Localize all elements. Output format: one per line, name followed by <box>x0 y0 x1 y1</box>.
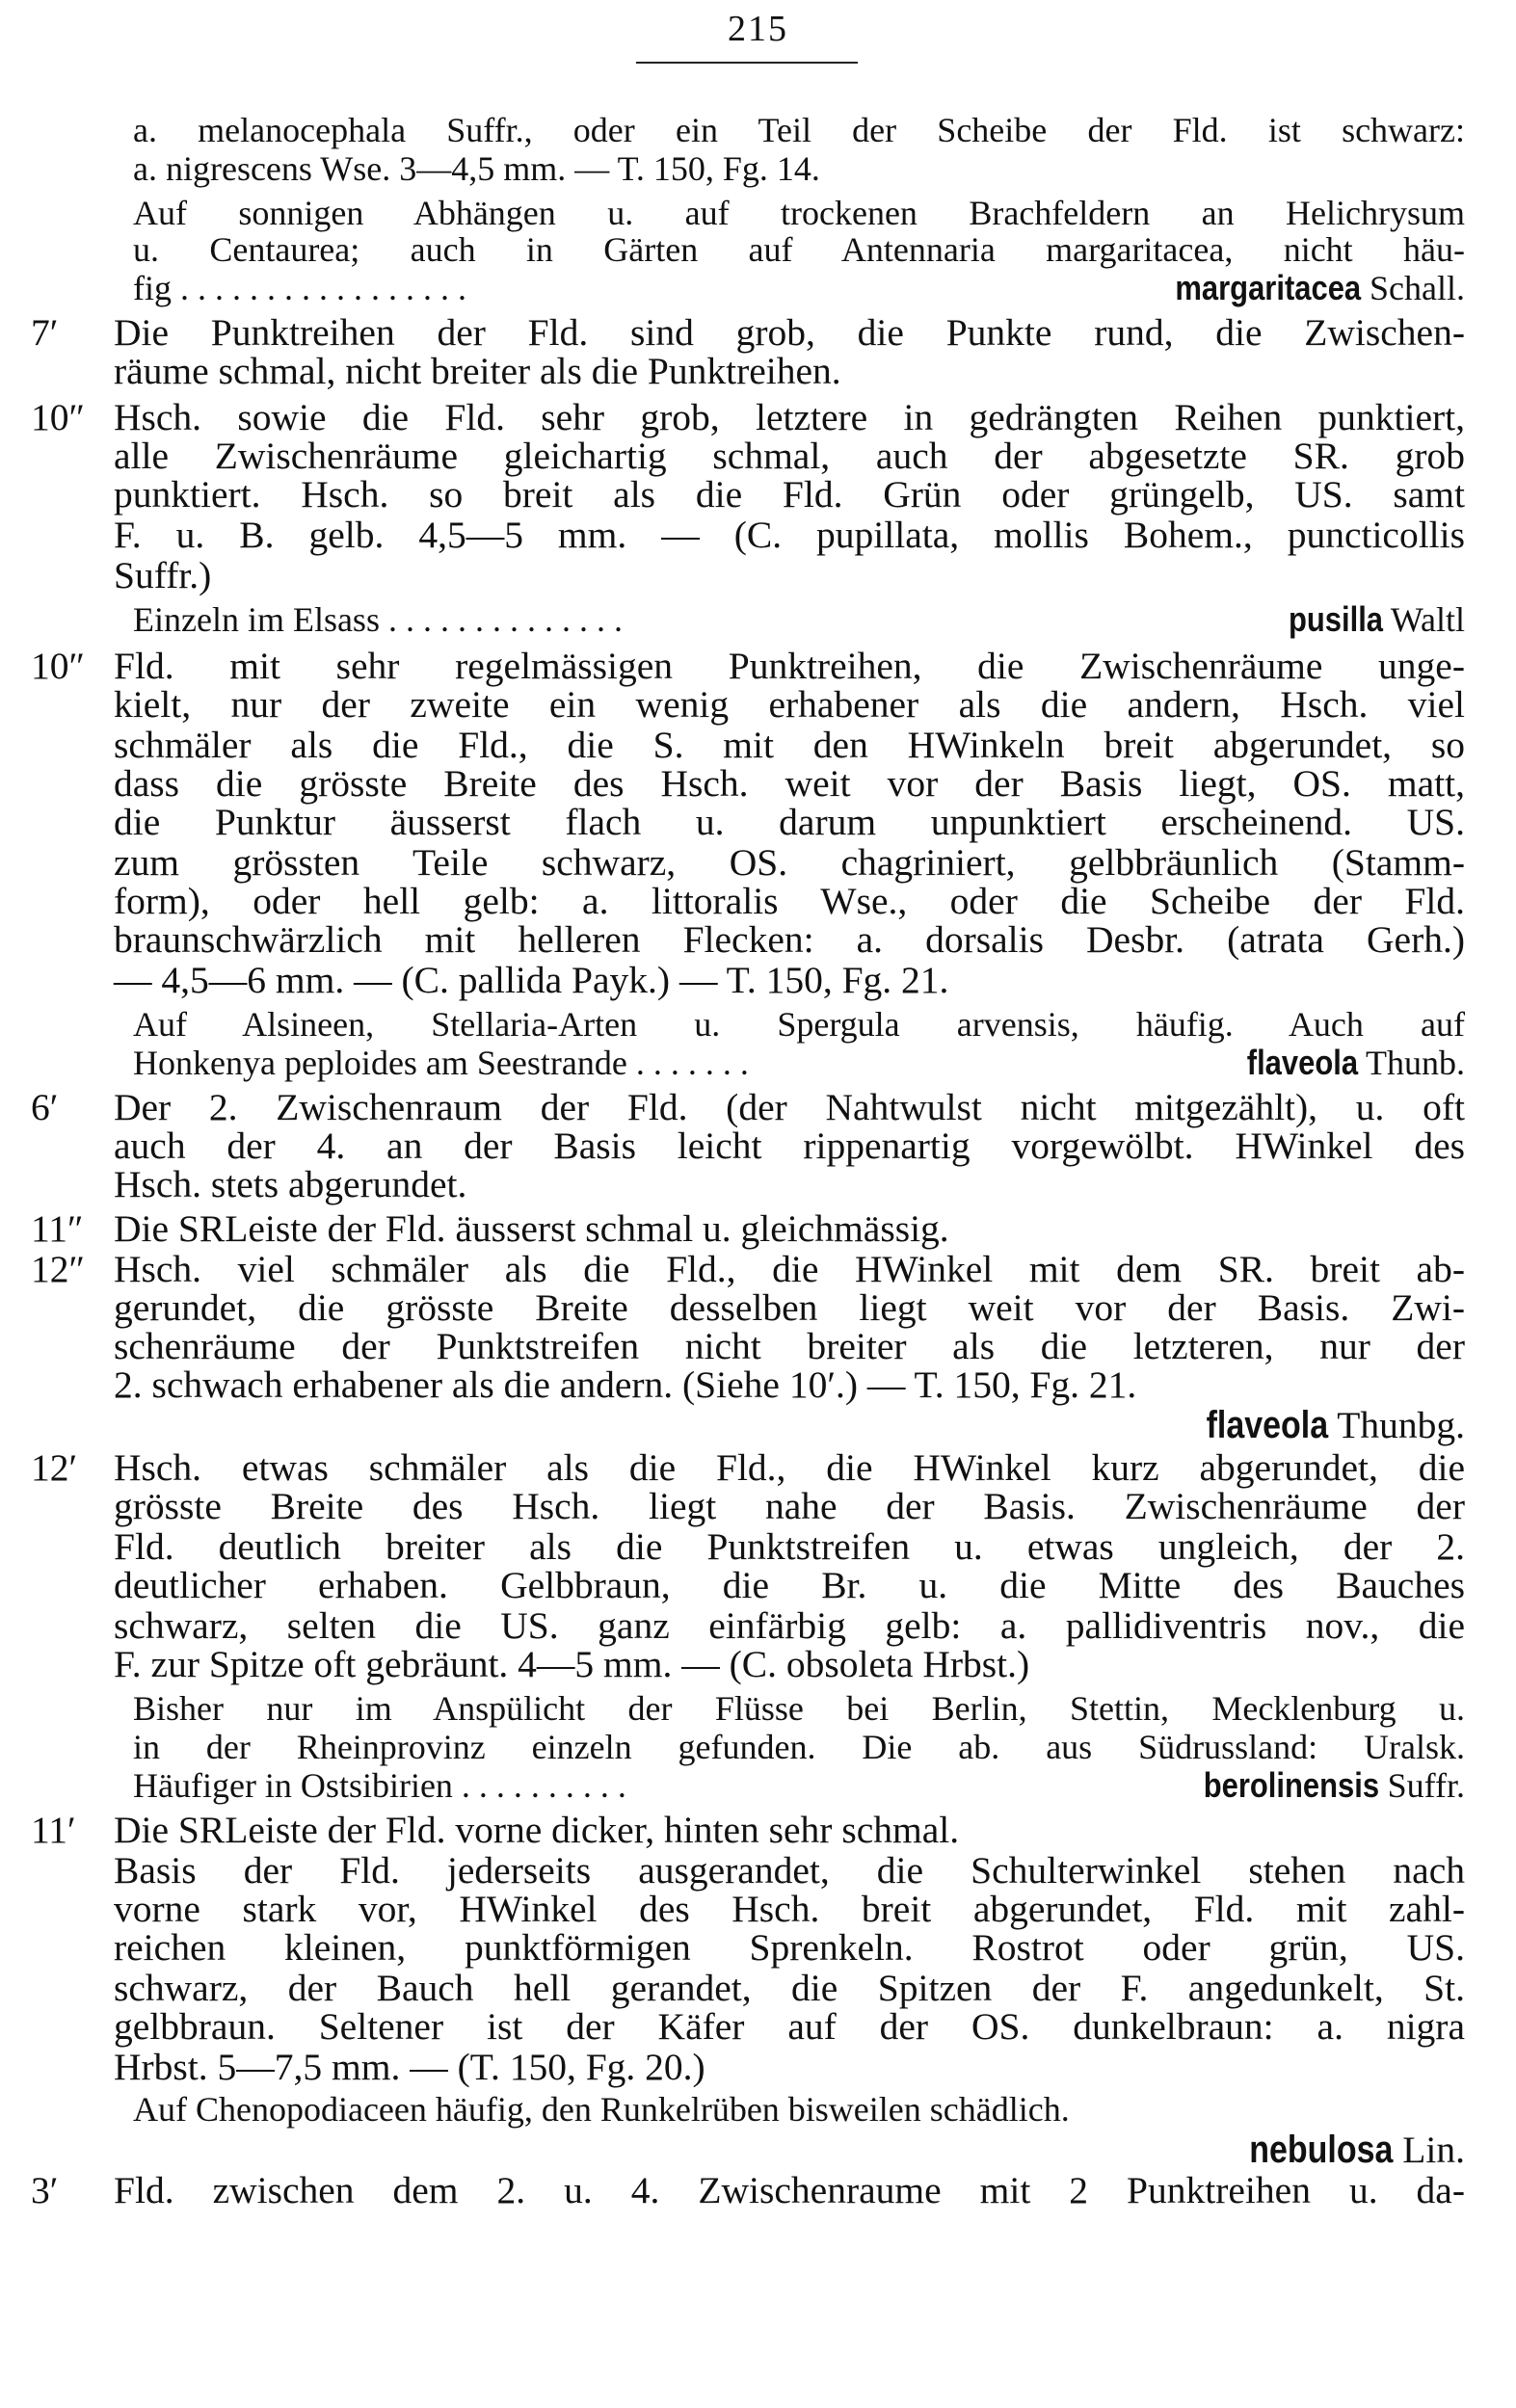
couplet-number: 3′ <box>31 2169 59 2211</box>
text-line <box>133 1041 1465 1085</box>
couplet-number: 12′ <box>31 1446 78 1489</box>
couplet-number: 7′ <box>31 311 59 354</box>
couplet-number: 10″ <box>31 645 85 687</box>
species-name: berolinensis <box>1203 1765 1379 1805</box>
text-line: Die Punktreihen der Fld. sind grob, die Punkte rund, die Zwischen- <box>114 311 1465 354</box>
couplet-number: 11″ <box>31 1207 84 1250</box>
text-line: Die SRLeiste der Fld. vorne dicker, hinten sehr schmal. <box>114 1809 960 1851</box>
text-line: grösste Breite des Hsch. liegt nahe der Basis. Zwischenräume der <box>114 1485 1465 1527</box>
text-line: kielt, nur der zweite ein wenig erhabener als die andern, Hsch. viel <box>114 683 1465 726</box>
text-line: Hsch. etwas schmäler als die Fld., die HWinkel kurz abgerundet, die <box>114 1446 1465 1489</box>
text-line: gelbbraun. Seltener ist der Käfer auf der OS. dunkelbraun: a. nigra <box>114 2005 1465 2048</box>
leader-text: fig . . . . . . . . . . . . . . . . . <box>133 269 466 307</box>
text-line: F. u. B. gelb. 4,5—5 mm. — (C. pupillata, mollis Bohem., puncticollis <box>114 514 1465 556</box>
species-entry <box>1175 1763 1465 1808</box>
text-line: Hrbst. 5—7,5 mm. — (T. 150, Fg. 20.) <box>114 2046 705 2088</box>
text-line: zum grössten Teile schwarz, OS. chagriniert, gelbbräunlich (Stamm- <box>114 841 1465 884</box>
text-line: Auf Chenopodiaceen häufig, den Runkelrüben bisweilen schädlich. <box>133 2090 1070 2129</box>
text-line: Fld. mit sehr regelmässigen Punktreihen, die Zwischenräume unge- <box>114 645 1465 687</box>
leader-text: Häufiger in Ostsibirien . . . . . . . . . . <box>133 1766 626 1805</box>
text-line: deutlicher erhaben. Gelbbraun, die Br. u. die Mitte des Bauches <box>114 1564 1465 1606</box>
text-line: Auf sonnigen Abhängen u. auf trockenen Brachfeldern an Helichrysum <box>133 194 1465 232</box>
species-name: margaritacea <box>1175 268 1362 307</box>
species-entry <box>114 1403 1465 1447</box>
couplet-number: 6′ <box>31 1086 59 1128</box>
text-line: Hsch. viel schmäler als die Fld., die HWinkel mit dem SR. breit ab- <box>114 1248 1465 1290</box>
header-rule <box>636 62 858 64</box>
couplet-number: 11′ <box>31 1809 76 1851</box>
species-author: Thunbg. <box>1337 1404 1465 1446</box>
text-line: a. nigrescens Wse. 3—4,5 mm. — T. 150, Fg. 14. <box>133 149 820 188</box>
text-line: reichen kleinen, punktförmigen Sprenkeln. Rostrot oder grün, US. <box>114 1926 1465 1969</box>
text-line: die Punktur äusserst flach u. darum unpunktiert erscheinend. US. <box>114 801 1465 843</box>
text-line: Fld. deutlich breiter als die Punktstreifen u. etwas ungleich, der 2. <box>114 1525 1465 1568</box>
text-line: Der 2. Zwischenraum der Fld. (der Nahtwulst nicht mitgezählt), u. oft <box>114 1086 1465 1128</box>
text-line: punktiert. Hsch. so breit als die Fld. Grün oder grüngelb, US. samt <box>114 473 1465 516</box>
page-number: 215 <box>728 9 788 49</box>
couplet-number: 10″ <box>31 396 85 438</box>
text-line: Die SRLeiste der Fld. äusserst schmal u. gleichmässig. <box>114 1207 949 1250</box>
text-line <box>133 1763 1465 1808</box>
text-line: Bisher nur im Anspülicht der Flüsse bei Berlin, Stettin, Mecklenburg u. <box>133 1689 1465 1728</box>
text-line: Hsch. stets abgerundet. <box>114 1163 467 1205</box>
leader-text: Honkenya peploides am Seestrande . . . . . . . <box>133 1044 749 1082</box>
text-line: räume schmal, nicht breiter als die Punktreihen. <box>114 350 841 392</box>
text-line: auch der 4. an der Basis leicht rippenartig vorgewölbt. HWinkel des <box>114 1125 1465 1167</box>
text-line: — 4,5—6 mm. — (C. pallida Payk.) — T. 150, Fg. 21. <box>114 959 949 1001</box>
text-line <box>133 597 1465 642</box>
text-line: schwarz, selten die US. ganz einfärbig gelb: a. pallidiventris nov., die <box>114 1604 1465 1647</box>
couplet-number: 12″ <box>31 1248 85 1290</box>
species-author: Waltl <box>1390 600 1465 639</box>
species-name: flaveola <box>1206 1404 1329 1446</box>
text-line: u. Centaurea; auch in Gärten auf Antennaria margaritacea, nicht häu- <box>133 230 1465 269</box>
text-line: Fld. zwischen dem 2. u. 4. Zwischenraume mit 2 Punktreihen u. da- <box>114 2169 1465 2211</box>
text-line: braunschwärzlich mit helleren Flecken: a. dorsalis Desbr. (atrata Gerh.) <box>114 918 1465 961</box>
text-line: form), oder hell gelb: a. littoralis Wse., oder die Scheibe der Fld. <box>114 880 1465 922</box>
text-line: in der Rheinprovinz einzeln gefunden. Die ab. aus Südrussland: Uralsk. <box>133 1728 1465 1766</box>
text-line: F. zur Spitze oft gebräunt. 4—5 mm. — (C. obsoleta Hrbst.) <box>114 1643 1030 1685</box>
text-line: Suffr.) <box>114 554 212 596</box>
text-line: Basis der Fld. jederseits ausgerandet, die Schulterwinkel stehen nach <box>114 1849 1465 1892</box>
leader-text: Einzeln im Elsass . . . . . . . . . . . . . . <box>133 600 623 639</box>
species-entry <box>1273 597 1465 642</box>
species-author: Schall. <box>1370 269 1465 307</box>
text-line: Auf Alsineen, Stellaria-Arten u. Spergula arvensis, häufig. Auch auf <box>133 1005 1465 1044</box>
text-line: 2. schwach erhabener als die andern. (Siehe 10′.) — T. 150, Fg. 21. <box>114 1363 1137 1406</box>
text-line: a. melanocephala Suffr., oder ein Teil der Scheibe der Fld. ist schwarz: <box>133 111 1465 149</box>
text-line: alle Zwischenräume gleichartig schmal, auch der abgesetzte SR. grob <box>114 435 1465 477</box>
text-line: schenräume der Punktstreifen nicht breiter als die letzteren, nur der <box>114 1325 1465 1367</box>
text-line <box>133 266 1465 310</box>
species-author: Suffr. <box>1387 1766 1465 1805</box>
species-name: pusilla <box>1288 599 1383 639</box>
species-entry <box>1145 266 1465 310</box>
text-line: gerundet, die grösste Breite desselben liegt weit vor der Basis. Zwi- <box>114 1286 1465 1329</box>
species-author: Lin. <box>1402 2129 1465 2171</box>
species-author: Thunb. <box>1366 1044 1465 1082</box>
text-line: schmäler als die Fld., die S. mit den HWinkeln breit abgerundet, so <box>114 724 1465 766</box>
species-name: nebulosa <box>1249 2129 1394 2171</box>
text-line: Hsch. sowie die Fld. sehr grob, letztere in gedrängten Reihen punktiert, <box>114 396 1465 438</box>
text-line: vorne stark vor, HWinkel des Hsch. breit abgerundet, Fld. mit zahl- <box>114 1888 1465 1930</box>
species-entry <box>1229 1041 1465 1085</box>
text-line: dass die grösste Breite des Hsch. weit vor der Basis liegt, OS. matt, <box>114 762 1465 805</box>
species-name: flaveola <box>1246 1043 1358 1082</box>
text-line: schwarz, der Bauch hell gerandet, die Spitzen der F. angedunkelt, St. <box>114 1967 1465 2009</box>
species-entry <box>114 2128 1465 2172</box>
